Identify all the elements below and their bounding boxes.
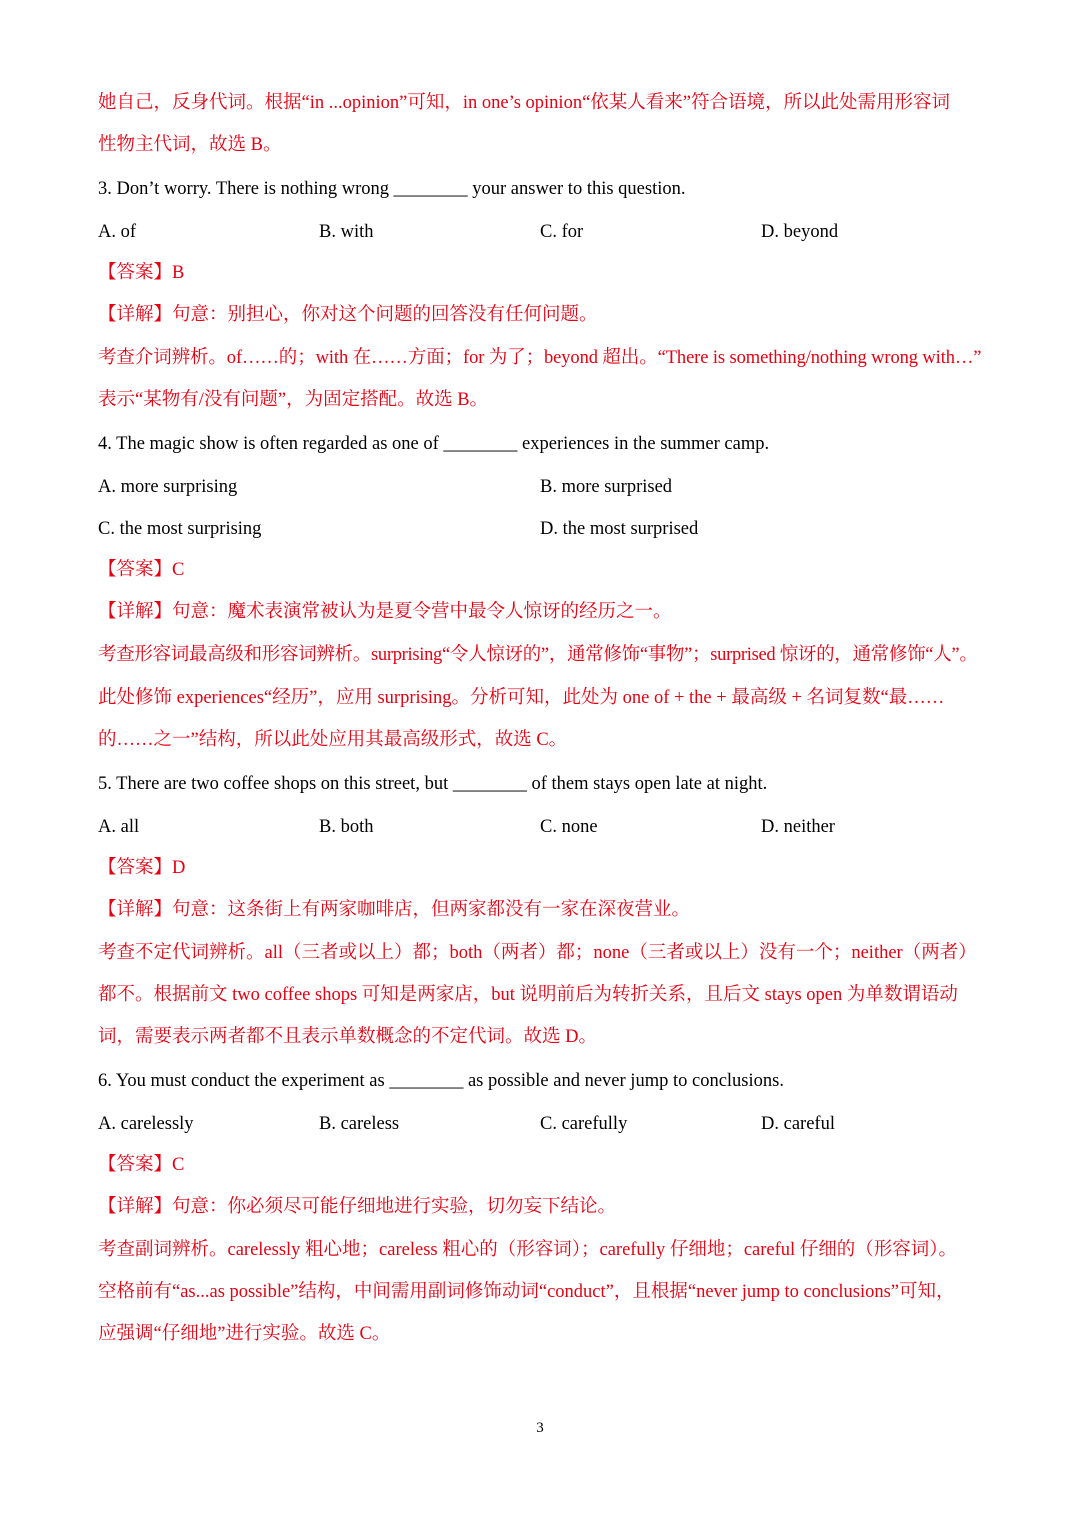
question-5-option-d: D. neither [761, 817, 835, 837]
question-6-explanation-line-2: 空格前有“as...as possible”结构，中间需用副词修饰动词“conduct”，且根据“never jump to conclusions”可知， [98, 1282, 955, 1302]
answer-tag: 【答案】 [98, 858, 173, 878]
question-5-stem: 5. There are two coffee shops on this street, but ________ of them stays open late at night. [98, 774, 768, 794]
question-3-explanation-line-2: 表示“某物有/没有问题”，为固定搭配。故选 B。 [98, 390, 489, 410]
question-6-option-c: C. carefully [540, 1114, 628, 1134]
question-6-answer [98, 1153, 184, 1177]
answer-letter: D [172, 858, 186, 878]
carryover-explanation-line-2: 性物主代词，故选 B。 [98, 135, 282, 155]
question-4-translation [98, 600, 672, 624]
question-4-option-a: A. more surprising [98, 477, 238, 497]
translation-text: 句意：别担心，你对这个问题的回答没有任何问题。 [172, 305, 598, 325]
question-5-answer [98, 856, 185, 880]
question-3-explanation-line-1: 考查介词辨析。of……的；with 在……方面；for 为了；beyond 超出。“There is something/nothing wrong with…” [98, 348, 982, 368]
question-3-answer [98, 261, 184, 285]
question-5-option-c: C. none [540, 817, 598, 837]
question-4-stem: 4. The magic show is often regarded as one of ________ experiences in the summer camp. [98, 434, 770, 454]
question-5-explanation-line-3: 词，需要表示两者都不且表示单数概念的不定代词。故选 D。 [98, 1027, 597, 1047]
page-number: 3 [536, 1420, 544, 1436]
answer-letter: C [172, 560, 185, 580]
question-3-option-b: B. with [319, 222, 374, 242]
translation-text: 句意：你必须尽可能仔细地进行实验，切勿妄下结论。 [172, 1197, 617, 1217]
answer-letter: C [172, 1155, 185, 1175]
answer-tag: 【答案】 [98, 560, 173, 580]
question-3-option-c: C. for [540, 222, 584, 242]
answer-tag: 【答案】 [98, 1155, 173, 1175]
question-5-explanation-line-1: 考查不定代词辨析。all（三者或以上）都；both（两者）都；none（三者或以上）没有一个；neither（两者） [98, 943, 977, 963]
question-6-option-b: B. careless [319, 1114, 400, 1134]
question-6-explanation-line-1: 考查副词辨析。carelessly 粗心地；careless 粗心的（形容词）；carefully 仔细地；careful 仔细的（形容词）。 [98, 1240, 958, 1260]
translation-text: 句意：这条街上有两家咖啡店，但两家都没有一家在深夜营业。 [172, 900, 691, 920]
question-4-explanation-line-2: 此处修饰 experiences“经历”，应用 surprising。分析可知，此处为 one of + the + 最高级 + 名词复数“最…… [98, 688, 945, 708]
question-3-option-a: A. of [98, 222, 137, 242]
document-page [98, 0, 983, 1527]
carryover-explanation-line-1: 她自己，反身代词。根据“in ...opinion”可知，in one’s opinion“依某人看来”符合语境，所以此处需用形容词 [98, 93, 950, 113]
question-4-option-b: B. more surprised [540, 477, 673, 497]
answer-tag: 【答案】 [98, 263, 173, 283]
question-4-option-c: C. the most surprising [98, 519, 262, 539]
detail-tag: 【详解】 [98, 602, 173, 622]
detail-tag: 【详解】 [98, 1197, 173, 1217]
question-5-option-b: B. both [319, 817, 374, 837]
answer-letter: B [172, 263, 185, 283]
question-5-option-a: A. all [98, 817, 140, 837]
question-6-option-a: A. carelessly [98, 1114, 194, 1134]
question-6-explanation-line-3: 应强调“仔细地”进行实验。故选 C。 [98, 1324, 391, 1344]
question-6-translation [98, 1195, 616, 1219]
question-3-translation [98, 303, 598, 327]
translation-text: 句意：魔术表演常被认为是夏令营中最令人惊讶的经历之一。 [172, 602, 672, 622]
detail-tag: 【详解】 [98, 305, 173, 325]
question-5-translation [98, 898, 690, 922]
question-3-option-d: D. beyond [761, 222, 839, 242]
question-5-explanation-line-2: 都不。根据前文 two coffee shops 可知是两家店，but 说明前后为转折关系，且后文 stays open 为单数谓语动 [98, 985, 958, 1005]
question-4-option-d: D. the most surprised [540, 519, 699, 539]
question-4-explanation-line-3: 的……之一”结构，所以此处应用其最高级形式，故选 C。 [98, 730, 568, 750]
question-6-option-d: D. careful [761, 1114, 835, 1134]
question-3-stem: 3. Don’t worry. There is nothing wrong ________ your answer to this question. [98, 179, 686, 199]
question-4-explanation-line-1: 考查形容词最高级和形容词辨析。surprising“令人惊讶的”，通常修饰“事物”；surprised 惊讶的，通常修饰“人”。 [98, 645, 978, 665]
question-6-stem: 6. You must conduct the experiment as ________ as possible and never jump to conclusions. [98, 1071, 784, 1091]
detail-tag: 【详解】 [98, 900, 173, 920]
question-4-answer [98, 558, 184, 582]
